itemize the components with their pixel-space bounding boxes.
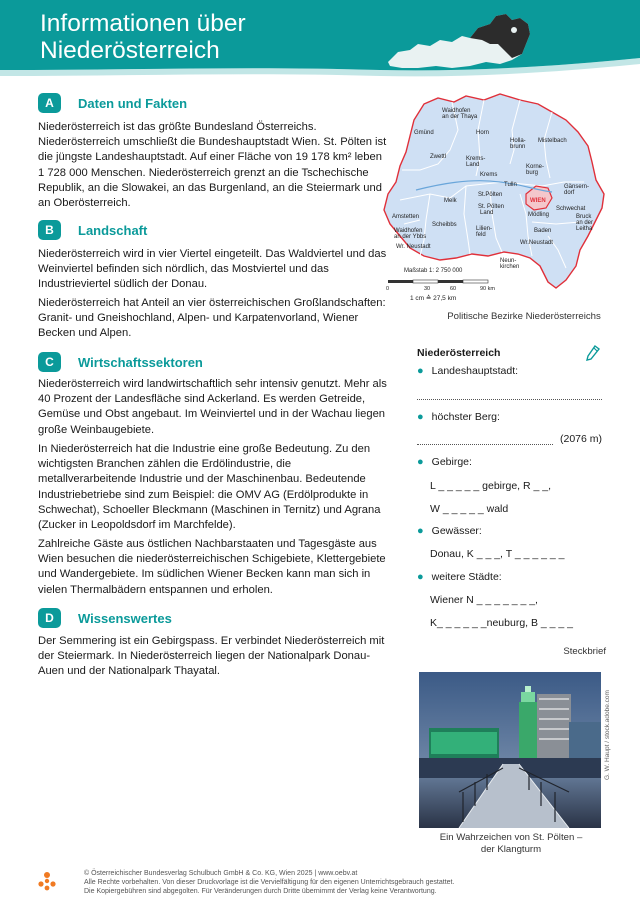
bullet-icon: ● bbox=[417, 525, 424, 537]
map-label: an der Ybbs bbox=[394, 234, 427, 240]
map-label: Land bbox=[466, 162, 480, 168]
page-title bbox=[40, 10, 246, 64]
map-label: Melk bbox=[444, 198, 457, 204]
map-label: Krems bbox=[480, 172, 498, 178]
bullet-icon: ● bbox=[417, 365, 424, 377]
page-header bbox=[0, 0, 640, 95]
section-c-text-2: In Niederösterreich hat die Industrie eine große Bedeutung. Zu den wichtigsten Branchen zählen die Erdölindustrie, die metallverarbeitende Industrie und der Maschinenbau. Bedeutende Industriebetriebe sind zum Beispiel: die OMV AG (Erdölprodukte in Schwechat), Schoeller Bleckmann (Maschinen in Ternitz) und Agrana (Zucker in Leopoldsdorf im Marchfelde). bbox=[38, 443, 381, 532]
map-label: Bruck bbox=[576, 214, 592, 220]
footer-line: Die Kopiergebühren sind abgegolten. Für Veränderungen durch Dritte übernimmt der Verlag keine Verantwortung. bbox=[84, 888, 437, 895]
section-badge: C bbox=[38, 352, 61, 372]
scale-tick: 60 bbox=[450, 286, 457, 292]
footer-line: © Österreichischer Bundesverlag Schulbuch GmbH & Co. KG, Wien 2025 | www.oebv.at bbox=[84, 870, 358, 877]
section-b-text-1: Niederösterreich wird in vier Viertel eingeteilt. Das Waldviertel und das Weinviertel befinden sich nördlich, das Mostviertel und das Industrieviertel südlich der Donau. bbox=[38, 248, 387, 291]
klangturm-photo bbox=[419, 672, 601, 828]
map-scale-bar bbox=[386, 280, 495, 302]
steckbrief-item: ● höchster Berg: bbox=[417, 411, 500, 423]
footer-text bbox=[84, 869, 454, 896]
map-label: kirchen bbox=[500, 264, 520, 270]
section-b-text-2: Niederösterreich hat Anteil an vier österreichischen Großlandschaften: Granit- und Gneishochland, Alpen- und Karpatenvorland, Wiener Becken und Alpen. bbox=[38, 297, 386, 340]
section-title: Daten und Fakten bbox=[78, 95, 188, 111]
map-label: Waidhofen bbox=[394, 228, 423, 234]
title-line-1: Informationen über bbox=[40, 10, 246, 37]
scale-tick: 0 bbox=[386, 286, 390, 292]
fill-in-line[interactable]: K_ _ _ _ _ _neuburg, B _ _ _ _ bbox=[430, 617, 574, 629]
section-title: Wissenswertes bbox=[78, 610, 172, 626]
map-label: Scheibbs bbox=[432, 222, 457, 228]
fill-in-line[interactable]: Wiener N _ _ _ _ _ _ _, bbox=[430, 594, 538, 606]
bullet-icon: ● bbox=[417, 411, 424, 423]
map-label: brunn bbox=[510, 144, 526, 150]
map-label: Amstetten bbox=[392, 214, 420, 220]
map-label: Krems- bbox=[466, 156, 486, 162]
bullet-icon: ● bbox=[417, 571, 424, 583]
district-map bbox=[380, 90, 610, 305]
photo-credit: G. W. Haupt / stock.adobe.com bbox=[604, 690, 611, 780]
steckbrief-item: ● weitere Städte: bbox=[417, 571, 502, 583]
map-label: an der Thaya bbox=[442, 114, 478, 120]
map-label: Tulln bbox=[504, 182, 517, 188]
footer-line: Alle Rechte vorbehalten. Von dieser Druckvorlage ist die Vervielfältigung für den eigenen Unterrichtsgebrauch gestattet. bbox=[84, 879, 455, 886]
pencil-icon bbox=[586, 345, 600, 361]
bullet-icon: ● bbox=[417, 456, 424, 468]
section-a-text: Niederösterreich ist das größte Bundesland Österreichs. Niederösterreich umschließt die Bundeshauptstadt Wien. St. Pölten ist die jüngste Landeshauptstadt. Auf einer Fläche von 19 178 km² leben 1 728 000 Menschen. Niederösterreich grenzt an die Tschechische Republik, an die Slowakei, an das Burgenland, an die Steiermark und an Oberösterreich. bbox=[38, 121, 387, 210]
map-label: Waidhofen bbox=[442, 108, 471, 114]
map-label: Leitha bbox=[576, 226, 593, 232]
map-label: feld bbox=[476, 232, 486, 238]
map-label: Mistelbach bbox=[538, 138, 567, 144]
map-label: Gmünd bbox=[414, 130, 434, 136]
fill-in-line[interactable]: W _ _ _ _ _ wald bbox=[430, 503, 509, 515]
section-title: Landschaft bbox=[78, 222, 148, 238]
map-label-wien: WIEN bbox=[530, 198, 546, 204]
steckbrief-item: ● Gewässer: bbox=[417, 525, 482, 537]
fill-in-line[interactable]: L _ _ _ _ _ gebirge, R _ _, bbox=[430, 480, 552, 492]
photo-caption-line: der Klangturm bbox=[480, 844, 542, 855]
fill-in-line[interactable]: Donau, K _ _ _, T _ _ _ _ _ _ bbox=[430, 548, 565, 560]
map-label: Holla- bbox=[510, 138, 526, 144]
map-label: Land bbox=[480, 210, 494, 216]
mountain-height: (2076 m) bbox=[560, 433, 603, 445]
steckbrief-item: ● Landeshauptstadt: bbox=[417, 365, 519, 377]
map-caption: Politische Bezirke Niederösterreichs bbox=[447, 311, 601, 322]
section-badge: A bbox=[38, 93, 61, 113]
map-label: Baden bbox=[534, 228, 552, 234]
section-d-text: Der Semmering ist ein Gebirgspass. Er verbindet Niederösterreich mit der Steiermark. In Niederösterreich liegen der Nationalpark Donau-Auen und der Nationalpark Thayatal. bbox=[38, 635, 385, 678]
map-label: Korne- bbox=[526, 164, 545, 170]
section-c-header bbox=[38, 351, 203, 373]
map-label: Lilien- bbox=[476, 226, 493, 232]
map-scale-text: Maßstab 1: 2 750 000 bbox=[404, 268, 463, 274]
map-label: St. Pölten bbox=[478, 204, 505, 210]
map-label: Wr.Neustadt bbox=[520, 240, 553, 246]
map-label: Wr. Neustadt bbox=[396, 244, 431, 250]
photo-caption bbox=[424, 832, 598, 856]
map-label: an der bbox=[576, 220, 594, 226]
section-d-header bbox=[38, 607, 172, 629]
scale-tick: 90 km bbox=[480, 286, 495, 292]
section-badge: B bbox=[38, 220, 61, 240]
map-label: St.Pölten bbox=[478, 192, 503, 198]
section-a-header bbox=[38, 92, 187, 114]
photo-caption-line: Ein Wahrzeichen von St. Pölten – bbox=[439, 832, 583, 843]
map-label: Neun- bbox=[500, 258, 517, 264]
map-label: Mödling bbox=[528, 212, 550, 218]
publisher-logo-icon bbox=[38, 871, 56, 891]
map-label: Schwechat bbox=[556, 206, 586, 212]
answer-line[interactable] bbox=[417, 399, 602, 400]
map-label: burg bbox=[526, 170, 539, 176]
steckbrief-title: Niederösterreich bbox=[417, 347, 501, 359]
map-label: Horn bbox=[476, 130, 490, 136]
map-label: Gänsern- bbox=[564, 184, 590, 190]
scale-tick: 30 bbox=[424, 286, 431, 292]
section-c-text-3: Zahlreiche Gäste aus östlichen Nachbarstaaten und Tagesgäste aus Wien besuchen die niederösterreichischen Schigebiete, Klettergebiete und Wandergebiete. Im südlichen Wiener Becken kann man sich in vielen Thermalbädern entspannen und erholen. bbox=[38, 538, 386, 596]
answer-line[interactable] bbox=[417, 444, 553, 445]
section-c-text-1: Niederösterreich wird landwirtschaftlich sehr intensiv genutzt. Mehr als 40 Prozent der Landesfläche sind Ackerland. Es werden Getreide, Gemüse und Obst angebaut. Im Weinviertel und in der Wachau liegen große Weinbaugebiete. bbox=[38, 378, 387, 436]
map-label: dorf bbox=[564, 190, 575, 196]
map-label: Zwettl bbox=[430, 154, 447, 160]
section-badge: D bbox=[38, 608, 61, 628]
section-title: Wirtschaftssektoren bbox=[78, 354, 203, 370]
section-b-header bbox=[38, 219, 147, 241]
scale-ratio: 1 cm ≙ 27,5 km bbox=[410, 295, 457, 302]
steckbrief-item: ● Gebirge: bbox=[417, 456, 472, 468]
title-line-2: Niederösterreich bbox=[40, 37, 220, 64]
steckbrief-caption: Steckbrief bbox=[563, 646, 606, 657]
